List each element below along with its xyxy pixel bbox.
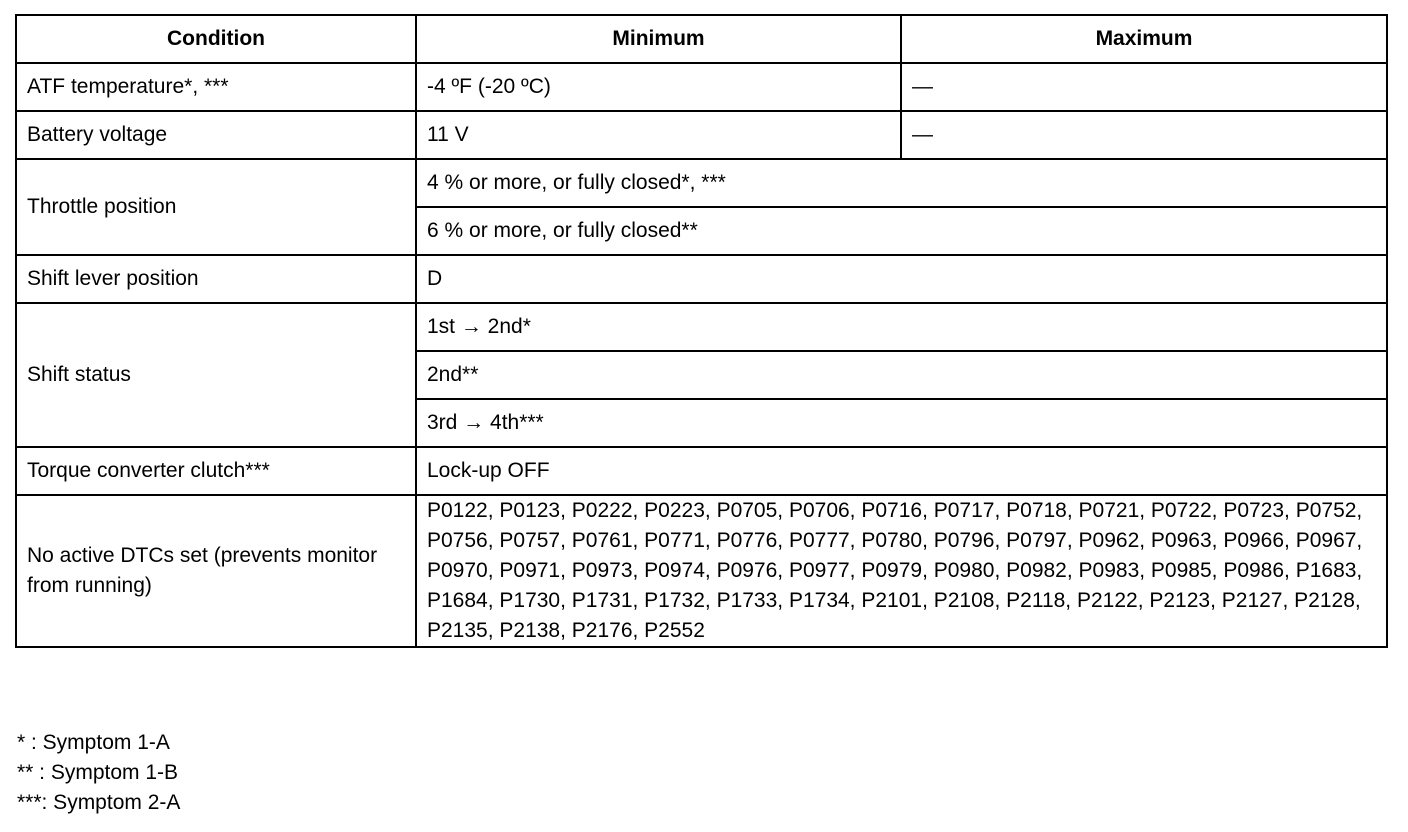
shift-status-value-3: 3rd → 4th*** bbox=[416, 399, 1387, 447]
battery-maximum: — bbox=[901, 111, 1387, 159]
condition-atf-temperature: ATF temperature*, *** bbox=[16, 63, 416, 111]
table-row bbox=[16, 303, 1387, 351]
table-row bbox=[16, 63, 1387, 111]
table-row bbox=[16, 255, 1387, 303]
footnote-symptom-1b: ** : Symptom 1-B bbox=[17, 761, 179, 784]
conditions-table bbox=[15, 14, 1388, 648]
condition-battery-voltage: Battery voltage bbox=[16, 111, 416, 159]
shift-status-value-2: 2nd** bbox=[416, 351, 1387, 399]
condition-throttle-position: Throttle position bbox=[16, 159, 416, 255]
footnote-symptom-2a: ***: Symptom 2-A bbox=[17, 791, 181, 814]
condition-shift-status: Shift status bbox=[16, 303, 416, 447]
header-maximum: Maximum bbox=[901, 15, 1387, 63]
atf-minimum: -4 ºF (-20 ºC) bbox=[416, 63, 901, 111]
condition-torque-converter-clutch: Torque converter clutch*** bbox=[16, 447, 416, 495]
atf-maximum: — bbox=[901, 63, 1387, 111]
table-row bbox=[16, 111, 1387, 159]
shift-lever-value: D bbox=[416, 255, 1387, 303]
table-row bbox=[16, 159, 1387, 207]
throttle-value-2: 6 % or more, or fully closed** bbox=[416, 207, 1387, 255]
header-condition: Condition bbox=[16, 15, 416, 63]
throttle-value-1: 4 % or more, or fully closed*, *** bbox=[416, 159, 1387, 207]
footnotes bbox=[17, 728, 180, 818]
footnote-symptom-1a: * : Symptom 1-A bbox=[17, 731, 170, 754]
battery-minimum: 11 V bbox=[416, 111, 901, 159]
condition-shift-lever-position: Shift lever position bbox=[16, 255, 416, 303]
condition-no-active-dtcs: No active DTCs set (prevents monitor from running) bbox=[16, 495, 416, 647]
dtc-list: P0122, P0123, P0222, P0223, P0705, P0706, P0716, P0717, P0718, P0721, P0722, P0723, P0752, P0756, P0757, P0761, P0771, P0776, P0777, P0780, P0796, P0797, P0962, P0963, P0966, P0967, P0970, P0971, P0973, P0974, P0976, P0977, P0979, P0980, P0982, P0983, P0985, P0986, P1683, P1684, P1730, P1731, P1732, P1733, P1734, P2101, P2108, P2118, P2122, P2123, P2127, P2128, P2135, P2138, P2176, P2552 bbox=[416, 495, 1387, 647]
header-minimum: Minimum bbox=[416, 15, 901, 63]
table-row bbox=[16, 495, 1387, 647]
table-header-row bbox=[16, 15, 1387, 63]
shift-status-value-1: 1st → 2nd* bbox=[416, 303, 1387, 351]
tcc-value: Lock-up OFF bbox=[416, 447, 1387, 495]
table-row bbox=[16, 447, 1387, 495]
